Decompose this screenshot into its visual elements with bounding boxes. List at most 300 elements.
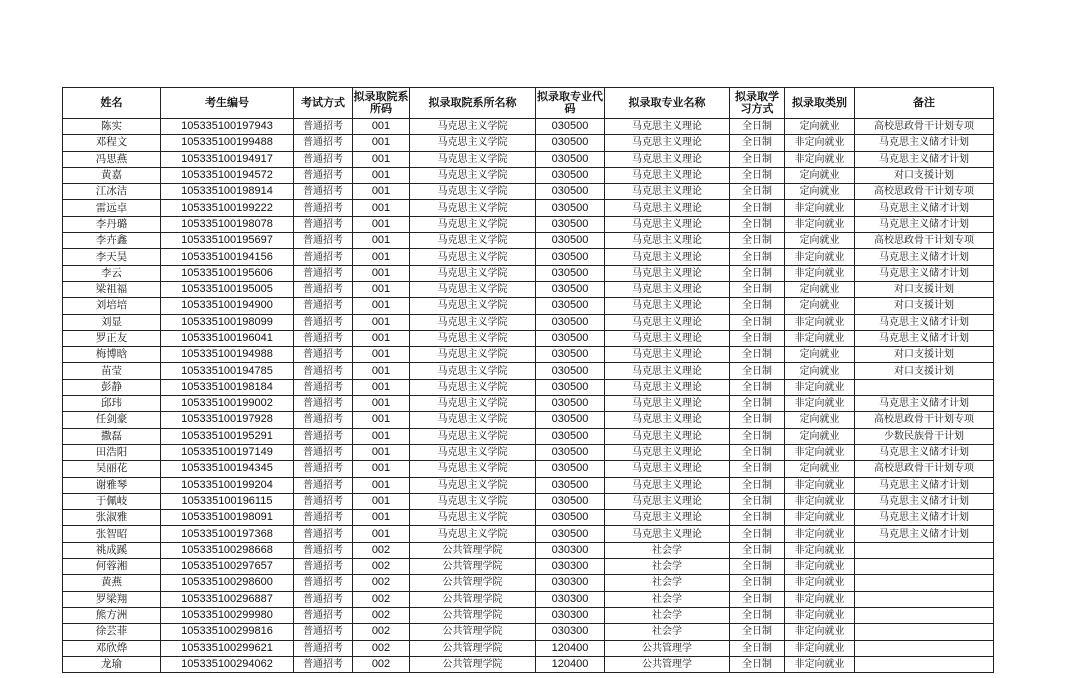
cell-exam-id: 105335100198091 (161, 510, 294, 526)
cell-exam-id: 105335100194156 (161, 249, 294, 265)
cell-name: 谢雅琴 (63, 477, 161, 493)
cell-study-mode: 全日制 (730, 607, 785, 623)
cell-dept-name: 马克思主义学院 (410, 249, 536, 265)
cell-name: 冯思燕 (63, 151, 161, 167)
cell-exam-id: 105335100297657 (161, 559, 294, 575)
cell-category: 非定向就业 (785, 379, 855, 395)
cell-dept-code: 001 (353, 363, 410, 379)
cell-name: 李天昊 (63, 249, 161, 265)
cell-dept-name: 公共管理学院 (410, 575, 536, 591)
cell-category: 非定向就业 (785, 151, 855, 167)
cell-major-name: 马克思主义理论 (605, 412, 730, 428)
cell-exam-type: 普通招考 (294, 461, 353, 477)
cell-study-mode: 全日制 (730, 510, 785, 526)
cell-study-mode: 全日制 (730, 363, 785, 379)
cell-remarks: 马克思主义储才计划 (855, 135, 994, 151)
cell-study-mode: 全日制 (730, 135, 785, 151)
cell-study-mode: 全日制 (730, 575, 785, 591)
cell-major-name: 社会学 (605, 591, 730, 607)
cell-category: 定向就业 (785, 298, 855, 314)
cell-dept-code: 001 (353, 526, 410, 542)
cell-dept-code: 002 (353, 559, 410, 575)
cell-exam-id: 105335100197943 (161, 119, 294, 135)
cell-study-mode: 全日制 (730, 167, 785, 183)
table-header-row (63, 88, 994, 119)
cell-major-code: 030500 (536, 298, 605, 314)
table-row (63, 444, 994, 460)
table-row (63, 298, 994, 314)
cell-category: 定向就业 (785, 461, 855, 477)
cell-name: 刘显 (63, 314, 161, 330)
cell-category: 定向就业 (785, 167, 855, 183)
cell-category: 非定向就业 (785, 477, 855, 493)
cell-study-mode: 全日制 (730, 640, 785, 656)
cell-study-mode: 全日制 (730, 396, 785, 412)
cell-exam-id: 105335100197928 (161, 412, 294, 428)
cell-category: 非定向就业 (785, 493, 855, 509)
header-study-mode: 拟录取学习方式 (730, 88, 785, 119)
table-row (63, 493, 994, 509)
cell-remarks: 对口支援计划 (855, 347, 994, 363)
cell-major-code: 030500 (536, 233, 605, 249)
cell-major-name: 马克思主义理论 (605, 184, 730, 200)
cell-major-name: 马克思主义理论 (605, 216, 730, 232)
table-row (63, 249, 994, 265)
cell-study-mode: 全日制 (730, 526, 785, 542)
cell-remarks (855, 575, 994, 591)
cell-dept-name: 公共管理学院 (410, 624, 536, 640)
cell-name: 何蓉湘 (63, 559, 161, 575)
cell-major-name: 马克思主义理论 (605, 330, 730, 346)
cell-exam-id: 105335100194572 (161, 167, 294, 183)
cell-study-mode: 全日制 (730, 281, 785, 297)
table-row (63, 216, 994, 232)
cell-major-name: 马克思主义理论 (605, 281, 730, 297)
cell-exam-id: 105335100299980 (161, 607, 294, 623)
cell-name: 邓欣烨 (63, 640, 161, 656)
cell-exam-type: 普通招考 (294, 428, 353, 444)
cell-major-name: 马克思主义理论 (605, 477, 730, 493)
cell-exam-type: 普通招考 (294, 559, 353, 575)
cell-major-name: 马克思主义理论 (605, 233, 730, 249)
cell-remarks: 马克思主义储才计划 (855, 526, 994, 542)
cell-remarks: 马克思主义储才计划 (855, 151, 994, 167)
cell-name: 祧成蹊 (63, 542, 161, 558)
cell-remarks: 马克思主义储才计划 (855, 477, 994, 493)
cell-major-code: 030500 (536, 216, 605, 232)
cell-exam-type: 普通招考 (294, 314, 353, 330)
cell-major-name: 马克思主义理论 (605, 444, 730, 460)
cell-dept-code: 002 (353, 640, 410, 656)
cell-major-code: 030500 (536, 314, 605, 330)
cell-exam-type: 普通招考 (294, 233, 353, 249)
cell-major-name: 马克思主义理论 (605, 493, 730, 509)
cell-exam-type: 普通招考 (294, 526, 353, 542)
cell-exam-id: 105335100195606 (161, 265, 294, 281)
cell-major-code: 030500 (536, 477, 605, 493)
cell-remarks: 对口支援计划 (855, 363, 994, 379)
cell-dept-name: 马克思主义学院 (410, 135, 536, 151)
cell-name: 撒磊 (63, 428, 161, 444)
cell-exam-type: 普通招考 (294, 249, 353, 265)
cell-major-code: 030300 (536, 624, 605, 640)
cell-dept-name: 马克思主义学院 (410, 477, 536, 493)
cell-category: 非定向就业 (785, 559, 855, 575)
cell-category: 非定向就业 (785, 575, 855, 591)
cell-dept-code: 001 (353, 298, 410, 314)
cell-category: 非定向就业 (785, 314, 855, 330)
cell-study-mode: 全日制 (730, 298, 785, 314)
cell-dept-code: 001 (353, 330, 410, 346)
cell-exam-id: 105335100294062 (161, 656, 294, 672)
cell-major-code: 030300 (536, 542, 605, 558)
cell-major-name: 马克思主义理论 (605, 461, 730, 477)
cell-dept-code: 001 (353, 200, 410, 216)
cell-name: 徐芸菲 (63, 624, 161, 640)
cell-exam-type: 普通招考 (294, 265, 353, 281)
cell-remarks: 马克思主义储才计划 (855, 216, 994, 232)
cell-major-code: 030300 (536, 607, 605, 623)
cell-exam-type: 普通招考 (294, 607, 353, 623)
cell-exam-type: 普通招考 (294, 135, 353, 151)
cell-remarks: 对口支援计划 (855, 167, 994, 183)
cell-major-name: 马克思主义理论 (605, 200, 730, 216)
cell-dept-code: 001 (353, 184, 410, 200)
cell-study-mode: 全日制 (730, 200, 785, 216)
cell-major-name: 马克思主义理论 (605, 428, 730, 444)
cell-major-name: 社会学 (605, 607, 730, 623)
cell-remarks (855, 542, 994, 558)
cell-category: 定向就业 (785, 363, 855, 379)
cell-dept-code: 002 (353, 624, 410, 640)
table-row (63, 428, 994, 444)
header-major-code: 拟录取专业代码 (536, 88, 605, 119)
cell-dept-code: 002 (353, 591, 410, 607)
cell-dept-name: 公共管理学院 (410, 607, 536, 623)
cell-dept-name: 马克思主义学院 (410, 444, 536, 460)
cell-exam-type: 普通招考 (294, 330, 353, 346)
cell-major-name: 社会学 (605, 559, 730, 575)
cell-name: 张淑雅 (63, 510, 161, 526)
admission-table (62, 87, 994, 673)
cell-category: 非定向就业 (785, 444, 855, 460)
cell-remarks: 对口支援计划 (855, 298, 994, 314)
cell-name: 黄燕 (63, 575, 161, 591)
cell-study-mode: 全日制 (730, 151, 785, 167)
cell-category: 非定向就业 (785, 591, 855, 607)
cell-major-name: 社会学 (605, 542, 730, 558)
cell-remarks: 高校思政骨干计划专项 (855, 412, 994, 428)
table-body (63, 119, 994, 673)
cell-remarks: 马克思主义储才计划 (855, 330, 994, 346)
table-row (63, 656, 994, 672)
cell-exam-type: 普通招考 (294, 281, 353, 297)
header-major-name: 拟录取专业名称 (605, 88, 730, 119)
cell-category: 非定向就业 (785, 216, 855, 232)
cell-exam-id: 105335100298668 (161, 542, 294, 558)
cell-exam-type: 普通招考 (294, 347, 353, 363)
cell-category: 非定向就业 (785, 265, 855, 281)
cell-dept-name: 马克思主义学院 (410, 233, 536, 249)
table-row (63, 330, 994, 346)
cell-major-name: 马克思主义理论 (605, 510, 730, 526)
cell-category: 定向就业 (785, 347, 855, 363)
cell-major-code: 030500 (536, 363, 605, 379)
cell-dept-name: 公共管理学院 (410, 542, 536, 558)
cell-study-mode: 全日制 (730, 330, 785, 346)
cell-major-code: 030500 (536, 428, 605, 444)
table-row (63, 575, 994, 591)
cell-study-mode: 全日制 (730, 233, 785, 249)
table-row (63, 347, 994, 363)
cell-name: 李卉鑫 (63, 233, 161, 249)
cell-dept-name: 马克思主义学院 (410, 428, 536, 444)
cell-name: 雷远卓 (63, 200, 161, 216)
cell-major-code: 030300 (536, 559, 605, 575)
cell-dept-code: 001 (353, 216, 410, 232)
cell-major-code: 030500 (536, 135, 605, 151)
cell-exam-type: 普通招考 (294, 412, 353, 428)
cell-major-code: 030500 (536, 281, 605, 297)
cell-category: 非定向就业 (785, 526, 855, 542)
table-row (63, 135, 994, 151)
cell-dept-code: 001 (353, 119, 410, 135)
cell-exam-type: 普通招考 (294, 591, 353, 607)
cell-study-mode: 全日制 (730, 461, 785, 477)
cell-exam-id: 105335100197368 (161, 526, 294, 542)
cell-category: 非定向就业 (785, 607, 855, 623)
cell-major-code: 030500 (536, 444, 605, 460)
cell-dept-code: 002 (353, 575, 410, 591)
cell-major-name: 公共管理学 (605, 640, 730, 656)
cell-major-name: 马克思主义理论 (605, 526, 730, 542)
cell-dept-code: 001 (353, 477, 410, 493)
cell-major-code: 030500 (536, 379, 605, 395)
cell-dept-code: 001 (353, 151, 410, 167)
cell-category: 定向就业 (785, 428, 855, 444)
header-category: 拟录取类别 (785, 88, 855, 119)
cell-major-code: 030300 (536, 591, 605, 607)
cell-remarks: 马克思主义储才计划 (855, 200, 994, 216)
cell-remarks: 马克思主义储才计划 (855, 493, 994, 509)
cell-exam-id: 105335100298600 (161, 575, 294, 591)
cell-major-name: 马克思主义理论 (605, 151, 730, 167)
cell-exam-id: 105335100299621 (161, 640, 294, 656)
cell-remarks (855, 591, 994, 607)
table-row (63, 265, 994, 281)
table-row (63, 640, 994, 656)
cell-dept-name: 马克思主义学院 (410, 396, 536, 412)
table-row (63, 314, 994, 330)
cell-major-code: 030500 (536, 200, 605, 216)
cell-major-code: 030500 (536, 167, 605, 183)
cell-major-code: 030500 (536, 151, 605, 167)
cell-exam-type: 普通招考 (294, 363, 353, 379)
cell-exam-type: 普通招考 (294, 575, 353, 591)
cell-exam-type: 普通招考 (294, 200, 353, 216)
table-row (63, 119, 994, 135)
cell-remarks (855, 607, 994, 623)
cell-major-code: 030500 (536, 330, 605, 346)
cell-major-name: 马克思主义理论 (605, 167, 730, 183)
cell-category: 非定向就业 (785, 200, 855, 216)
cell-exam-id: 105335100195697 (161, 233, 294, 249)
table-row (63, 477, 994, 493)
cell-study-mode: 全日制 (730, 591, 785, 607)
cell-dept-name: 马克思主义学院 (410, 412, 536, 428)
cell-dept-code: 001 (353, 412, 410, 428)
cell-study-mode: 全日制 (730, 444, 785, 460)
cell-name: 任剑豪 (63, 412, 161, 428)
cell-exam-id: 105335100197149 (161, 444, 294, 460)
table-row (63, 379, 994, 395)
cell-dept-name: 马克思主义学院 (410, 281, 536, 297)
cell-major-name: 马克思主义理论 (605, 249, 730, 265)
cell-study-mode: 全日制 (730, 249, 785, 265)
cell-dept-code: 002 (353, 607, 410, 623)
cell-exam-id: 105335100194345 (161, 461, 294, 477)
cell-major-name: 马克思主义理论 (605, 347, 730, 363)
cell-dept-name: 马克思主义学院 (410, 363, 536, 379)
cell-name: 张智昭 (63, 526, 161, 542)
cell-major-name: 社会学 (605, 624, 730, 640)
cell-exam-id: 105335100194900 (161, 298, 294, 314)
table-row (63, 624, 994, 640)
table-row (63, 184, 994, 200)
cell-name: 龙瑜 (63, 656, 161, 672)
cell-name: 苗莹 (63, 363, 161, 379)
cell-dept-code: 001 (353, 396, 410, 412)
header-exam-type: 考试方式 (294, 88, 353, 119)
cell-dept-code: 002 (353, 656, 410, 672)
cell-exam-id: 105335100296887 (161, 591, 294, 607)
cell-exam-id: 105335100199204 (161, 477, 294, 493)
cell-exam-id: 105335100198078 (161, 216, 294, 232)
cell-remarks: 马克思主义储才计划 (855, 396, 994, 412)
cell-major-code: 030500 (536, 526, 605, 542)
cell-dept-code: 001 (353, 444, 410, 460)
cell-dept-name: 马克思主义学院 (410, 526, 536, 542)
cell-exam-id: 105335100299816 (161, 624, 294, 640)
cell-dept-name: 马克思主义学院 (410, 119, 536, 135)
cell-major-code: 120400 (536, 656, 605, 672)
cell-exam-id: 105335100195291 (161, 428, 294, 444)
cell-dept-name: 马克思主义学院 (410, 379, 536, 395)
cell-major-code: 030500 (536, 412, 605, 428)
cell-study-mode: 全日制 (730, 119, 785, 135)
admission-list-sheet (62, 87, 994, 673)
cell-dept-code: 001 (353, 233, 410, 249)
cell-dept-name: 马克思主义学院 (410, 200, 536, 216)
cell-exam-type: 普通招考 (294, 379, 353, 395)
table-row (63, 200, 994, 216)
cell-major-name: 社会学 (605, 575, 730, 591)
cell-remarks: 高校思政骨干计划专项 (855, 119, 994, 135)
table-row (63, 510, 994, 526)
table-row (63, 396, 994, 412)
cell-exam-type: 普通招考 (294, 656, 353, 672)
cell-exam-type: 普通招考 (294, 493, 353, 509)
cell-study-mode: 全日制 (730, 379, 785, 395)
table-row (63, 151, 994, 167)
cell-exam-type: 普通招考 (294, 216, 353, 232)
table-row (63, 559, 994, 575)
cell-name: 黄嘉 (63, 167, 161, 183)
cell-remarks (855, 656, 994, 672)
cell-exam-id: 105335100194988 (161, 347, 294, 363)
table-row (63, 233, 994, 249)
cell-exam-id: 105335100199222 (161, 200, 294, 216)
table-row (63, 461, 994, 477)
cell-dept-code: 001 (353, 281, 410, 297)
cell-dept-name: 马克思主义学院 (410, 314, 536, 330)
cell-category: 非定向就业 (785, 656, 855, 672)
header-dept-code: 拟录取院系所码 (353, 88, 410, 119)
cell-dept-code: 001 (353, 347, 410, 363)
cell-dept-code: 001 (353, 379, 410, 395)
cell-dept-code: 001 (353, 249, 410, 265)
cell-dept-name: 马克思主义学院 (410, 461, 536, 477)
cell-name: 彭静 (63, 379, 161, 395)
cell-dept-name: 公共管理学院 (410, 591, 536, 607)
cell-dept-name: 公共管理学院 (410, 656, 536, 672)
cell-exam-type: 普通招考 (294, 542, 353, 558)
cell-study-mode: 全日制 (730, 428, 785, 444)
cell-category: 定向就业 (785, 184, 855, 200)
cell-major-name: 马克思主义理论 (605, 135, 730, 151)
table-row (63, 363, 994, 379)
cell-name: 于佩岐 (63, 493, 161, 509)
cell-dept-name: 马克思主义学院 (410, 347, 536, 363)
cell-dept-name: 公共管理学院 (410, 559, 536, 575)
cell-exam-id: 105335100199488 (161, 135, 294, 151)
cell-study-mode: 全日制 (730, 412, 785, 428)
cell-name: 陈实 (63, 119, 161, 135)
cell-name: 李丹璐 (63, 216, 161, 232)
cell-exam-type: 普通招考 (294, 640, 353, 656)
cell-remarks: 少数民族骨干计划 (855, 428, 994, 444)
cell-exam-type: 普通招考 (294, 167, 353, 183)
cell-remarks: 马克思主义储才计划 (855, 265, 994, 281)
cell-dept-name: 马克思主义学院 (410, 151, 536, 167)
cell-dept-code: 001 (353, 265, 410, 281)
cell-remarks: 马克思主义储才计划 (855, 510, 994, 526)
cell-dept-code: 002 (353, 542, 410, 558)
cell-dept-name: 马克思主义学院 (410, 298, 536, 314)
cell-name: 梁祖福 (63, 281, 161, 297)
cell-dept-code: 001 (353, 314, 410, 330)
cell-major-code: 030500 (536, 347, 605, 363)
cell-remarks: 高校思政骨干计划专项 (855, 184, 994, 200)
cell-exam-type: 普通招考 (294, 298, 353, 314)
cell-remarks (855, 624, 994, 640)
cell-major-code: 030500 (536, 396, 605, 412)
cell-name: 吴丽花 (63, 461, 161, 477)
cell-study-mode: 全日制 (730, 542, 785, 558)
cell-study-mode: 全日制 (730, 265, 785, 281)
cell-dept-name: 马克思主义学院 (410, 167, 536, 183)
cell-study-mode: 全日制 (730, 656, 785, 672)
cell-name: 李云 (63, 265, 161, 281)
cell-dept-name: 马克思主义学院 (410, 265, 536, 281)
cell-major-name: 马克思主义理论 (605, 396, 730, 412)
cell-name: 刘培培 (63, 298, 161, 314)
cell-major-name: 马克思主义理论 (605, 379, 730, 395)
cell-category: 定向就业 (785, 119, 855, 135)
cell-dept-name: 马克思主义学院 (410, 184, 536, 200)
cell-major-name: 马克思主义理论 (605, 363, 730, 379)
cell-major-code: 030500 (536, 493, 605, 509)
